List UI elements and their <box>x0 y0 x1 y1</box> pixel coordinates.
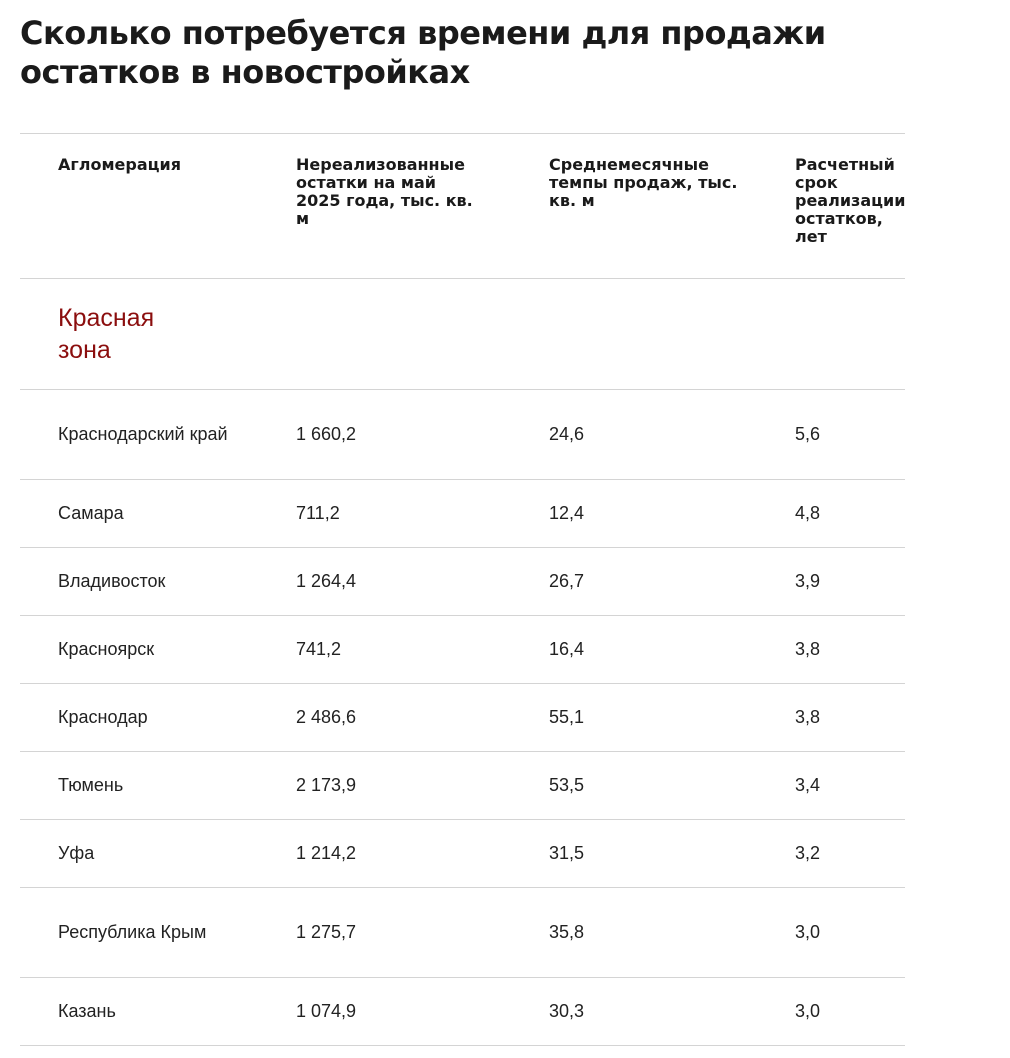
cell-monthly-sales: 26,7 <box>549 547 795 615</box>
cell-unsold-stock: 741,2 <box>296 615 549 683</box>
cell-unsold-stock: 2 173,9 <box>296 751 549 819</box>
table-row <box>20 819 905 887</box>
column-header-unsold-stock: Нереализованные остатки на май 2025 года, тыс. кв. м <box>296 134 549 278</box>
cell-monthly-sales: 35,8 <box>549 887 795 977</box>
cell-sale-period: 5,6 <box>795 389 905 479</box>
table-row <box>20 751 905 819</box>
cell-agglomeration: Самара <box>20 479 296 547</box>
table-row <box>20 683 905 751</box>
cell-unsold-stock: 1 214,2 <box>296 819 549 887</box>
cell-agglomeration: Краснодар <box>20 683 296 751</box>
cell-agglomeration: Краснодарский край <box>20 389 296 479</box>
cell-monthly-sales: 55,1 <box>549 683 795 751</box>
cell-agglomeration: Красноярск <box>20 615 296 683</box>
cell-agglomeration: Республика Крым <box>20 887 296 977</box>
cell-unsold-stock: 2 486,6 <box>296 683 549 751</box>
zone-label: Красная зона <box>20 278 905 389</box>
zone-group-row <box>20 278 905 389</box>
cell-sale-period: 3,4 <box>795 751 905 819</box>
cell-agglomeration: Владивосток <box>20 547 296 615</box>
cell-agglomeration: Тюмень <box>20 751 296 819</box>
cell-unsold-stock: 1 264,4 <box>296 547 549 615</box>
cell-sale-period: 3,8 <box>795 683 905 751</box>
cell-unsold-stock: 711,2 <box>296 479 549 547</box>
table-row <box>20 887 905 977</box>
cell-sale-period: 3,0 <box>795 887 905 977</box>
table-row <box>20 389 905 479</box>
cell-monthly-sales: 30,3 <box>549 977 795 1045</box>
cell-unsold-stock: 1 074,9 <box>296 977 549 1045</box>
column-header-agglomeration: Агломерация <box>20 134 296 278</box>
cell-unsold-stock: 1 660,2 <box>296 389 549 479</box>
table-header-row <box>20 134 905 278</box>
cell-agglomeration: Казань <box>20 977 296 1045</box>
cell-agglomeration: Уфа <box>20 819 296 887</box>
column-header-sale-period: Расчетный срок реализации остатков, лет <box>795 134 905 278</box>
cell-monthly-sales: 31,5 <box>549 819 795 887</box>
cell-sale-period: 4,8 <box>795 479 905 547</box>
data-table <box>20 134 905 1046</box>
cell-monthly-sales: 16,4 <box>549 615 795 683</box>
cell-sale-period: 3,9 <box>795 547 905 615</box>
column-header-monthly-sales: Среднемесячные темпы продаж, тыс. кв. м <box>549 134 795 278</box>
page-title: Сколько потребуется времени для продажи остатков в новостройках <box>20 14 826 91</box>
table-row <box>20 479 905 547</box>
cell-monthly-sales: 53,5 <box>549 751 795 819</box>
cell-sale-period: 3,2 <box>795 819 905 887</box>
table-row <box>20 547 905 615</box>
cell-unsold-stock: 1 275,7 <box>296 887 549 977</box>
cell-sale-period: 3,8 <box>795 615 905 683</box>
table-row <box>20 977 905 1045</box>
cell-sale-period: 3,0 <box>795 977 905 1045</box>
cell-monthly-sales: 24,6 <box>549 389 795 479</box>
cell-monthly-sales: 12,4 <box>549 479 795 547</box>
data-table-container <box>20 133 905 1046</box>
table-row <box>20 615 905 683</box>
